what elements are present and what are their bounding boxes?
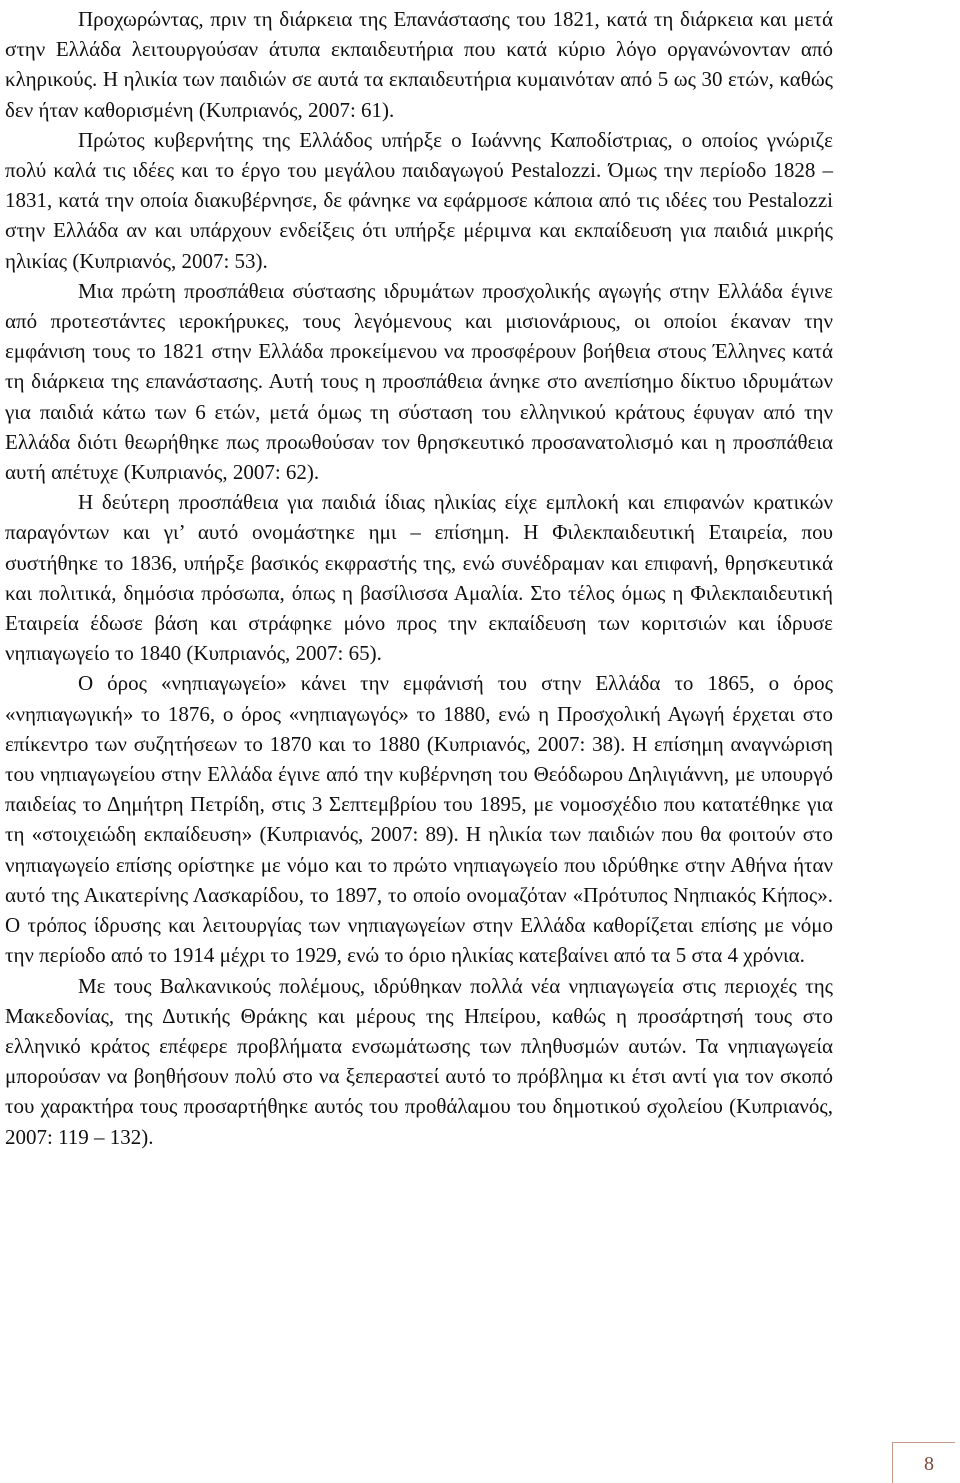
paragraph-3: Μια πρώτη προσπάθεια σύστασης ιδρυμάτων προσχολικής αγωγής στην Ελλάδα έγινε από προτεστάντες ιεροκήρυκες, τους λεγόμενους και μισιονάριους, οι οποίοι έκαναν την εμφάνιση τους το 1821 στην Ελλάδα προκείμενου να προσφέρουν βοήθεια στους Έλληνες κατά τη διάρκεια της επανάστασης. Αυτή τους η προσπάθεια άνηκε στο ανεπίσημο δίκτυο ιδρυμάτων για παιδιά κάτω των 6 ετών, μετά όμως τη σύσταση του ελληνικού κράτους έφυγαν από την Ελλάδα διότι θεωρήθηκε πως προωθούσαν τον θρησκευτικό προσανατολισμό και η προσπάθεια αυτή απέτυχε (Κυπριανός, 2007: 62).: [5, 278, 833, 485]
paragraph-5: Ο όρος «νηπιαγωγείο» κάνει την εμφάνισή του στην Ελλάδα το 1865, ο όρος «νηπιαγωγική» το 1876, ο όρος «νηπιαγωγός» το 1880, ενώ η Προσχολική Αγωγή έρχεται στο επίκεντρο των συζητήσεων το 1870 και το 1880 (Κυπριανός, 2007: 38). Η επίσημη αναγνώριση του νηπιαγωγείου στην Ελλάδα έγινε από την κυβέρνηση του Θεόδωρου Δηλιγιάννη, με υπουργό παιδείας το Δημήτρη Πετρίδη, στις 3 Σεπτεμβρίου του 1895, με νομοσχέδιο που κατατέθηκε για τη «στοιχειώδη εκπαίδευση» (Κυπριανός, 2007: 89). Η ηλικία των παιδιών που θα φοιτούν στο νηπιαγωγείο επίσης ορίστηκε με νόμο και το πρώτο νηπιαγωγείο που ιδρύθηκε στην Αθήνα ήταν αυτό της Αικατερίνης Λασκαρίδου, το 1897, το οποίο ονομαζόταν «Πρότυπος Νηπιακός Κήπος». Ο τρόπος ίδρυσης και λειτουργίας των νηπιαγωγείων στην Ελλάδα καθορίζεται επίσης με νόμο την περίοδο από το 1914 μέχρι το 1929, ενώ το όριο ηλικίας κατεβαίνει από τα 5 στα 4 χρόνια.: [5, 671, 833, 968]
paragraph-6: Με τους Βαλκανικούς πολέμους, ιδρύθηκαν πολλά νέα νηπιαγωγεία στις περιοχές της Μακεδονίας, της Δυτικής Θράκης και μέρους της Ηπείρου, καθώς η προσάρτησή τους στο ελληνικό κράτος επέφερε προβλήματα ενσωμάτωσης των πληθυσμών αυτών. Τα νηπιαγωγεία μπορούσαν να βοηθήσουν πολύ στο να ξεπεραστεί αυτό το πρόβλημα κι έτσι αντί για τον σκοπό του χαρακτήρα τους προσαρτήθηκε αυτός του προθάλαμου του δημοτικού σχολείου (Κυπριανός, 2007: 119 – 132).: [5, 973, 833, 1149]
page-number-frame: [892, 1442, 955, 1483]
paragraph-2: Πρώτος κυβερνήτης της Ελλάδος υπήρξε ο Ιωάννης Καποδίστριας, ο οποίος γνώριζε πολύ καλά τις ιδέες και το έργο του μεγάλου παιδαγωγού Pestalozzi. Όμως την περίοδο 1828 – 1831, κατά την οποία διακυβέρνησε, δε φάνηκε να εφάρμοσε κάποια από τις ιδέες του Pestalozzi στην Ελλάδα αν και υπάρχουν ενδείξεις ότι υπήρξε μέριμνα και εκπαίδευση για παιδιά μικρής ηλικίας (Κυπριανός, 2007: 53).: [5, 127, 833, 273]
document-body: [5, 4, 833, 1152]
paragraph-1: Προχωρώντας, πριν τη διάρκεια της Επανάστασης του 1821, κατά τη διάρκεια και μετά στην Ελλάδα λειτουργούσαν άτυπα εκπαιδευτήρια που κατά κύριο λόγο οργανώνονταν από κληρικούς. Η ηλικία των παιδιών σε αυτά τα εκπαιδευτήρια κυμαινόταν από 5 ως 30 ετών, καθώς δεν ήταν καθορισμένη (Κυπριανός, 2007: 61).: [5, 7, 833, 122]
paragraph-4: Η δεύτερη προσπάθεια για παιδιά ίδιας ηλικίας είχε εμπλοκή και επιφανών κρατικών παραγόντων και γι’ αυτό ονομάστηκε ημι – επίσημη. Η Φιλεκπαιδευτική Εταιρεία, που συστήθηκε το 1836, υπήρξε βασικός εκφραστής της, ενώ συνέδραμαν και επιφανή, θρησκευτικά και πολιτικά, δημόσια πρόσωπα, όπως η βασίλισσα Αμαλία. Στο τέλος όμως η Φιλεκπαιδευτική Εταιρεία έδωσε βάση και στράφηκε μόνο προς την εκπαίδευση των κοριτσιών και ίδρυσε νηπιαγωγείο το 1840 (Κυπριανός, 2007: 65).: [5, 490, 833, 666]
page-number: 8: [924, 1453, 934, 1475]
